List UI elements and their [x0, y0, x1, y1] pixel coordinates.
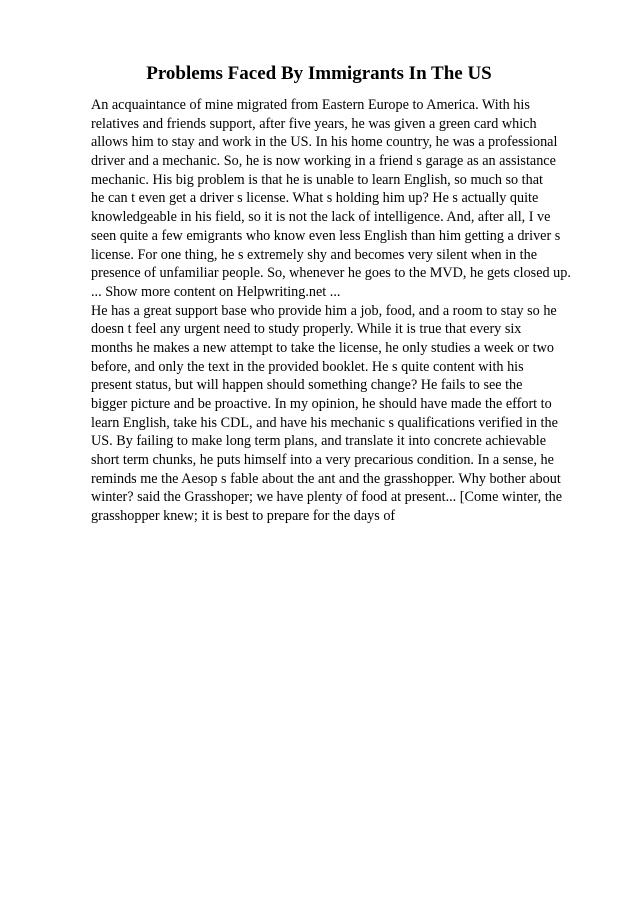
text-line: doesn t feel any urgent need to study properly. While it is true that every six: [91, 321, 522, 338]
text-line: license. For one thing, he s extremely shy and becomes very silent when in the: [91, 246, 538, 263]
text-line: presence of unfamiliar people. So, whenever he goes to the MVD, he gets closed up.: [91, 265, 571, 282]
text-line: months he makes a new attempt to take the license, he only studies a week or two: [91, 339, 554, 356]
text-line: driver and a mechanic. So, he is now working in a friend s garage as an assistance: [91, 153, 556, 170]
show-more-link[interactable]: ... Show more content on Helpwriting.net ...: [91, 283, 341, 300]
text-line: seen quite a few emigrants who know even less English than him getting a driver s: [91, 227, 561, 244]
text-line: short term chunks, he puts himself into a very precarious condition. In a sense, he: [91, 452, 554, 469]
text-line: he can t even get a driver s license. What s holding him up? He s actually quite: [91, 190, 539, 207]
text-line: allows him to stay and work in the US. In his home country, he was a professional: [91, 134, 558, 151]
text-line: mechanic. His big problem is that he is unable to learn English, so much so that: [91, 171, 543, 188]
text-line: bigger picture and be proactive. In my opinion, he should have made the effort to: [91, 396, 552, 412]
text-line: before, and only the text in the provided booklet. He s quite content with his: [91, 358, 524, 375]
text-line: He has a great support base who provide him a job, food, and a room to stay so he: [91, 302, 557, 319]
text-line: An acquaintance of mine migrated from Eastern Europe to America. With his: [91, 97, 530, 113]
page-title: Problems Faced By Immigrants In The US: [146, 63, 492, 84]
text-line: reminds me the Aesop s fable about the ant and the grasshopper. Why bother about: [91, 470, 561, 487]
document-body: [91, 96, 611, 526]
text-line: learn English, take his CDL, and have his mechanic s qualifications verified in the: [91, 414, 558, 431]
text-line: relatives and friends support, after five years, he was given a green card which: [91, 115, 537, 132]
text-line: US. By failing to make long term plans, and translate it into concrete achievable: [91, 433, 547, 450]
text-line: present status, but will happen should something change? He fails to see the: [91, 377, 523, 394]
text-line: knowledgeable in his field, so it is not the lack of intelligence. And, after all, I ve: [91, 209, 551, 226]
text-line: winter? said the Grasshoper; we have plenty of food at present... [Come winter, the: [91, 489, 563, 506]
text-line: grasshopper knew; it is best to prepare for the days of: [91, 508, 396, 525]
